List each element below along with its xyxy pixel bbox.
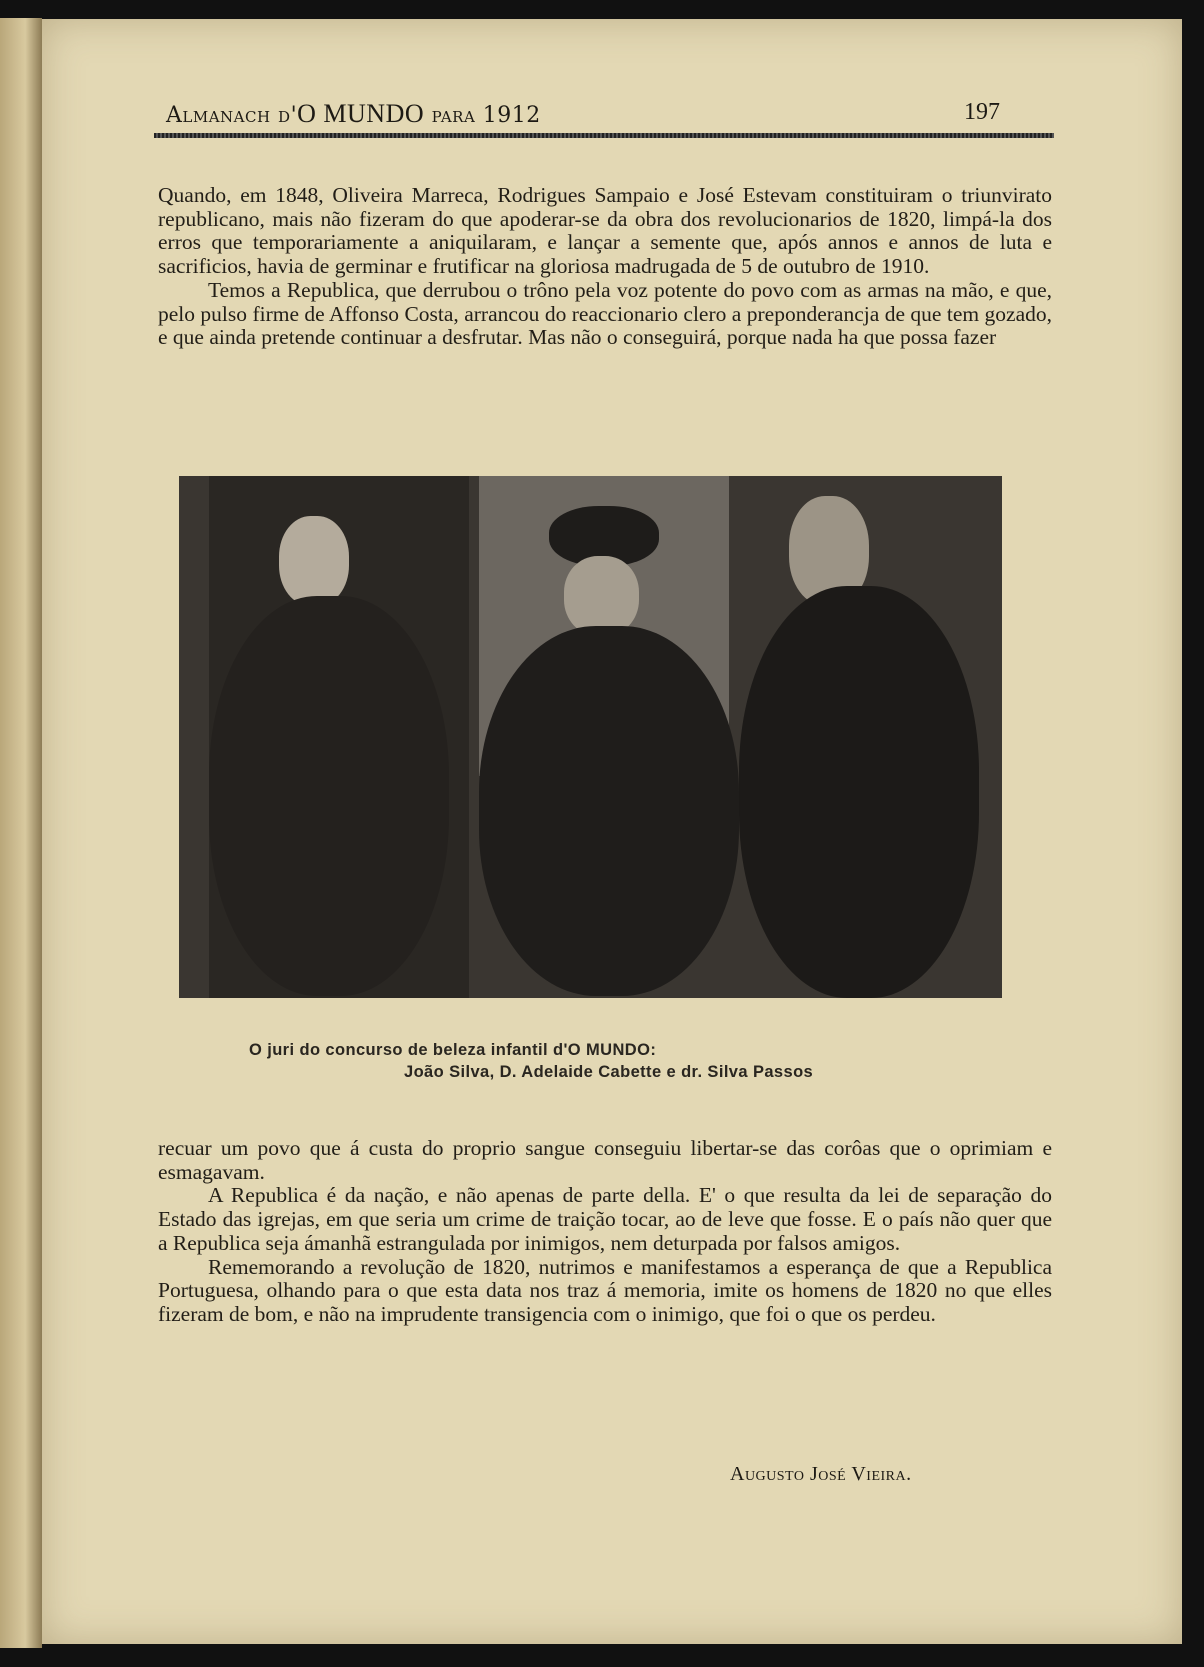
running-header xyxy=(166,99,541,129)
photo-figure-right xyxy=(739,586,979,998)
paragraph: recuar um povo que á custa do proprio sangue conseguiu libertar-se das corôas que o oprimiam e esmagavam. xyxy=(158,1136,1052,1184)
author-signature: Augusto José Vieira. xyxy=(730,1463,912,1485)
body-text-top xyxy=(158,184,1052,350)
page-number: 197 xyxy=(964,99,1000,125)
book-page xyxy=(42,19,1182,1644)
header-prefix: Almanach d' xyxy=(166,103,298,128)
paragraph: A Republica é da nação, e não apenas de parte della. E' o que resulta da lei de separação do Estado das igrejas, em que seria um crime de traição tocar, ao de leve que fosse. E o país não quer que a Republica seja ámanhã estrangulada por inimigos, nem deturpada por falsos amigos. xyxy=(158,1183,1052,1255)
header-suffix: para 1912 xyxy=(431,103,541,128)
photo-caption-line1: O juri do concurso de beleza infantil d'O MUNDO: xyxy=(249,1041,657,1059)
paragraph: Temos a Republica, que derrubou o trôno pela voz potente do povo com as armas na mão, e que, pelo pulso firme de Affonso Costa, arrancou do reaccionario clero a preponderancja de que tem gozado, e que ainda pretende continuar a desfrutar. Mas não o conseguirá, porque nada ha que possa fazer xyxy=(158,277,1052,350)
paragraph: Rememorando a revolução de 1820, nutrimos e manifestamos a esperança de que a Republica Portuguesa, olhando para o que esta data nos traz á memoria, imite os homens de 1820 no que elles fizeram de bom, e não na imprudente transigencia com o inimigo, que foi o que os perdeu. xyxy=(158,1254,1052,1326)
body-text-bottom xyxy=(158,1137,1052,1327)
adjacent-page-edge xyxy=(0,18,42,1648)
photo-face-left xyxy=(279,516,349,606)
photograph xyxy=(179,476,1002,998)
header-rule xyxy=(154,133,1054,138)
photo-figure-left xyxy=(209,596,449,996)
paragraph: Quando, em 1848, Oliveira Marreca, Rodrigues Sampaio e José Estevam constituiram o triunvirato republicano, mais não fizeram do que apoderar-se da obra dos revolucionarios de 1820, limpá-la dos erros que temporariamente a aniquilaram, e lançar a semente que, após annos e annos de luta e sacrificios, havia de germinar e frutificar na gloriosa madrugada de 5 de outubro de 1910. xyxy=(158,183,1052,279)
photo-figure-center xyxy=(479,626,739,996)
header-title: O MUNDO xyxy=(297,99,425,128)
photo-face-center xyxy=(564,556,639,636)
photo-caption-line2: João Silva, D. Adelaide Cabette e dr. Silva Passos xyxy=(404,1063,814,1081)
